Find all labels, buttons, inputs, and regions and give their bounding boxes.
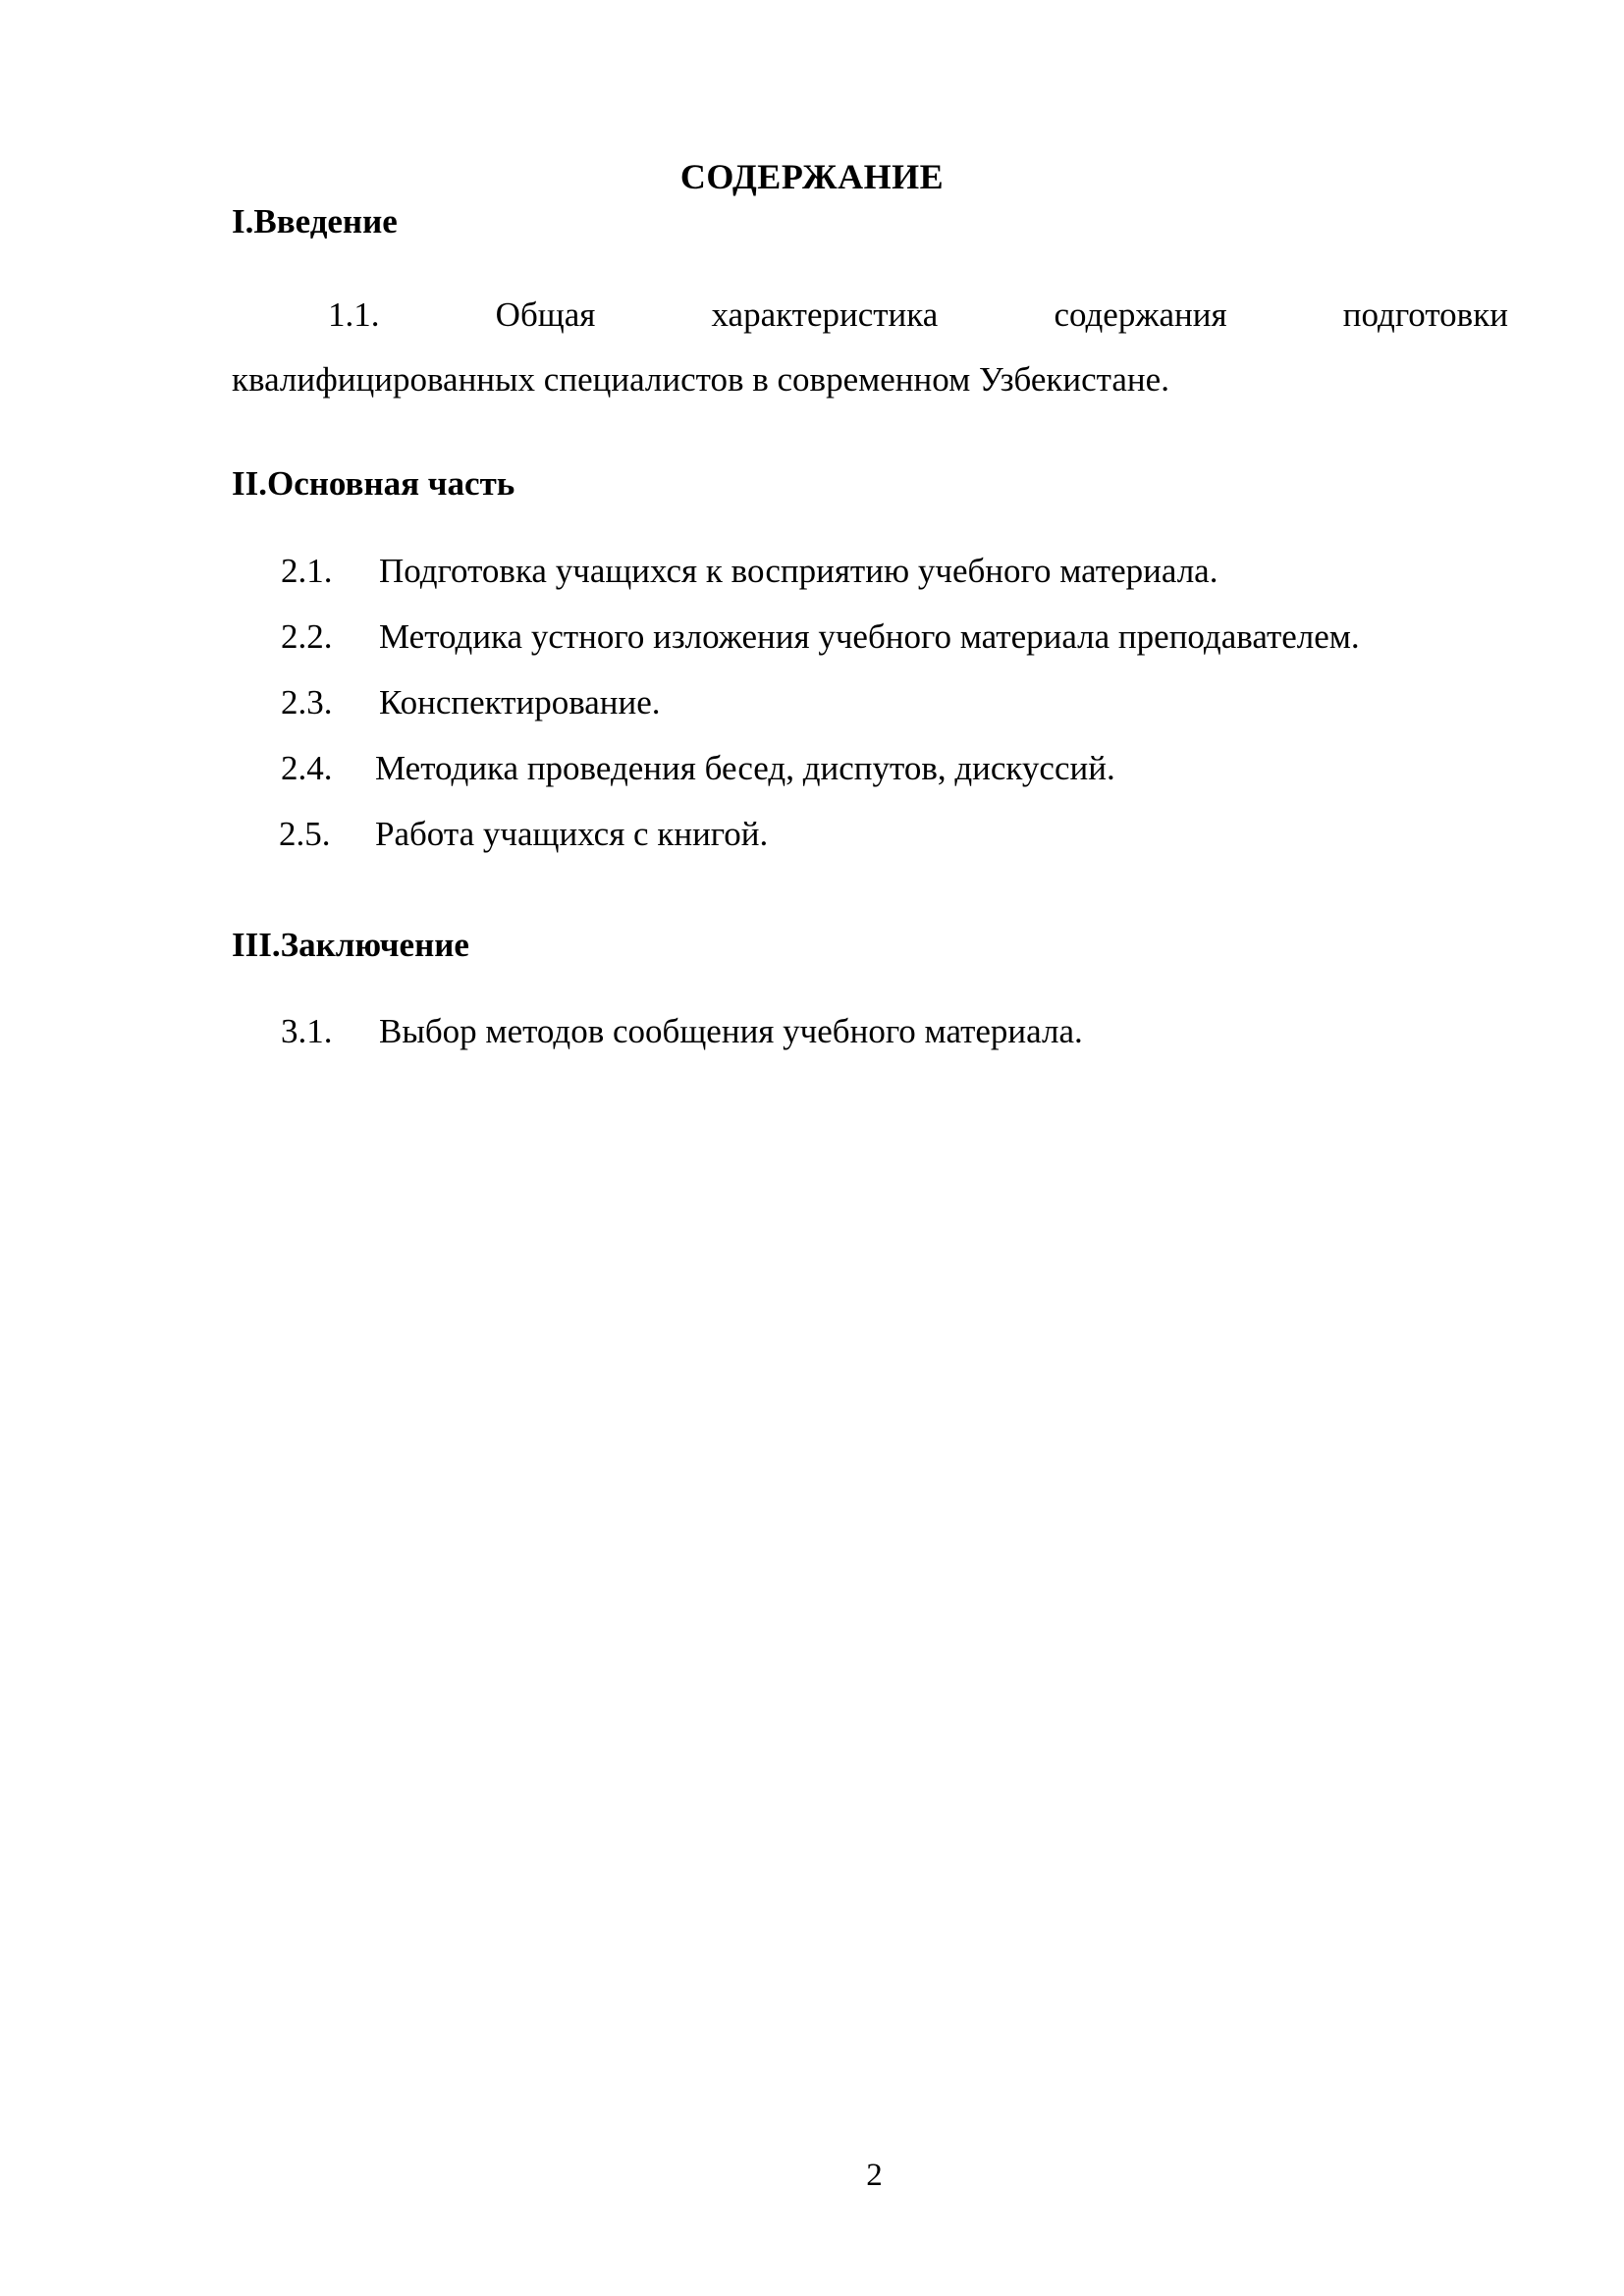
toc-item-number: 3.1. bbox=[281, 1012, 333, 1050]
page-title: СОДЕРЖАНИЕ bbox=[679, 157, 945, 196]
toc-item-word: подготовки bbox=[1342, 295, 1508, 334]
toc-item-number: 2.3. bbox=[281, 683, 333, 721]
toc-item-word: Общая bbox=[495, 295, 596, 334]
toc-item-1-1-line1 bbox=[232, 283, 1508, 347]
toc-item-word: содержания bbox=[1054, 295, 1227, 334]
toc-item-1-1 bbox=[232, 283, 1508, 412]
page-number: 2 bbox=[866, 2158, 883, 2193]
toc-item-text: Методика устного изложения учебного материала преподавателем. bbox=[379, 617, 1360, 656]
toc-item-text: Конспектирование. bbox=[379, 683, 661, 721]
section-heading-introduction: I.Введение bbox=[232, 202, 398, 240]
toc-item-number: 2.4. bbox=[281, 749, 333, 787]
toc-item-word: характеристика bbox=[711, 295, 939, 334]
toc-item-text: Выбор методов сообщения учебного материала. bbox=[379, 1012, 1083, 1050]
toc-item-number: 2.2. bbox=[281, 617, 333, 656]
toc-item-1-1-line2: квалифицированных специалистов в современном Узбекистане. bbox=[232, 360, 1169, 399]
section-heading-conclusion: III.Заключение bbox=[232, 926, 469, 964]
toc-item-number: 2.5. bbox=[279, 815, 331, 853]
section-heading-main-part: II.Основная часть bbox=[232, 464, 515, 503]
toc-item-text: Работа учащихся с книгой. bbox=[375, 815, 769, 853]
toc-item-text: Методика проведения бесед, диспутов, дискуссий. bbox=[375, 749, 1115, 787]
toc-item-number: 2.1. bbox=[281, 552, 333, 590]
toc-item-text: Подготовка учащихся к восприятию учебного материала. bbox=[379, 552, 1218, 590]
toc-item-number: 1.1. bbox=[328, 295, 380, 334]
